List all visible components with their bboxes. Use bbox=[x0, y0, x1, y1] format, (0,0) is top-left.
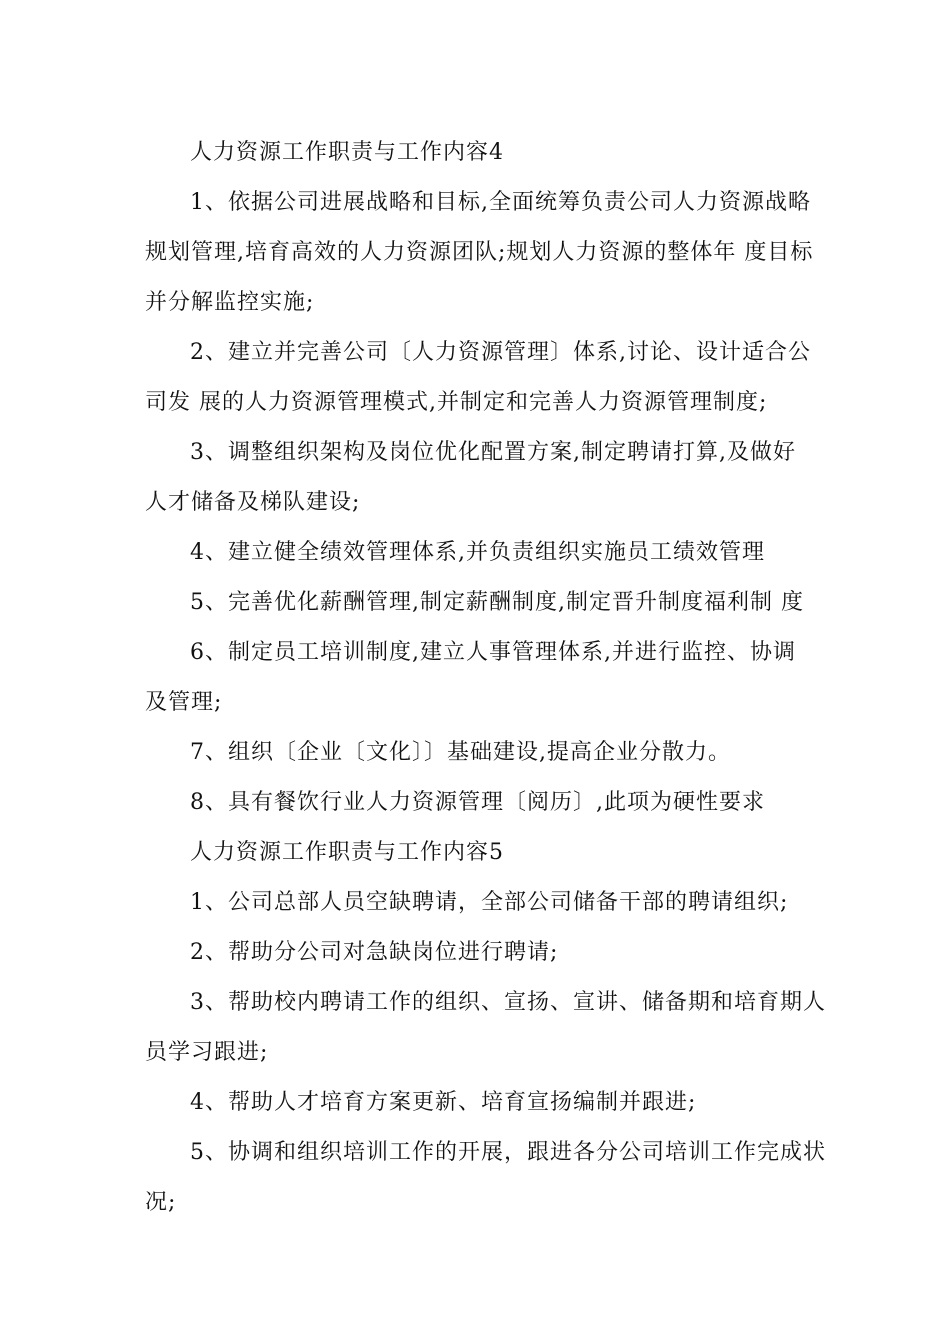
section-5-item-2: 2、帮助分公司对急缺岗位进行聘请; bbox=[190, 940, 559, 965]
section-4-title: 人力资源工作职责与工作内容4 bbox=[190, 140, 504, 165]
section-4-item-2-line-2: 司发 展的人力资源管理模式,并制定和完善人力资源管理制度; bbox=[145, 390, 768, 415]
section-5-item-3-line-1: 3、帮助校内聘请工作的组织、宣扬、宣讲、储备期和培育期人 bbox=[190, 990, 826, 1015]
section-4-item-3-line-2: 人才储备及梯队建设; bbox=[145, 490, 361, 515]
section-4-item-1-line-1: 1、依据公司进展战略和目标,全面统筹负责公司人力资源战略 bbox=[190, 190, 811, 215]
section-4-item-3-line-1: 3、调整组织架构及岗位优化配置方案,制定聘请打算,及做好 bbox=[190, 440, 796, 465]
section-4-item-8: 8、具有餐饮行业人力资源管理〔阅历〕,此项为硬性要求 bbox=[190, 790, 765, 815]
section-4-item-2-line-1: 2、建立并完善公司〔人力资源管理〕体系,讨论、设计适合公 bbox=[190, 340, 811, 365]
section-4-item-1-line-2: 规划管理,培育高效的人力资源团队;规划人力资源的整体年 度目标 bbox=[145, 240, 814, 265]
section-4-item-4: 4、建立健全绩效管理体系,并负责组织实施员工绩效管理 bbox=[190, 540, 765, 565]
section-4-item-6-line-1: 6、制定员工培训制度,建立人事管理体系,并进行监控、协调 bbox=[190, 640, 796, 665]
section-4-item-1-line-3: 并分解监控实施; bbox=[145, 290, 315, 315]
section-5-item-3-line-2: 员学习跟进; bbox=[145, 1040, 269, 1065]
section-4-item-5: 5、完善优化薪酬管理,制定薪酬制度,制定晋升制度福利制 度 bbox=[190, 590, 804, 615]
section-4-item-7: 7、组织〔企业〔文化〕〕基础建设,提高企业分散力。 bbox=[190, 740, 731, 765]
section-5-item-4: 4、帮助人才培育方案更新、培育宣扬编制并跟进; bbox=[190, 1090, 697, 1115]
section-5-title: 人力资源工作职责与工作内容5 bbox=[190, 840, 504, 865]
section-4-item-6-line-2: 及管理; bbox=[145, 690, 223, 715]
section-5-item-5-line-2: 况; bbox=[145, 1190, 177, 1215]
section-5-item-1: 1、公司总部人员空缺聘请，全部公司储备干部的聘请组织; bbox=[190, 890, 789, 915]
section-5-item-5-line-1: 5、协调和组织培训工作的开展，跟进各分公司培训工作完成状 bbox=[190, 1140, 826, 1165]
